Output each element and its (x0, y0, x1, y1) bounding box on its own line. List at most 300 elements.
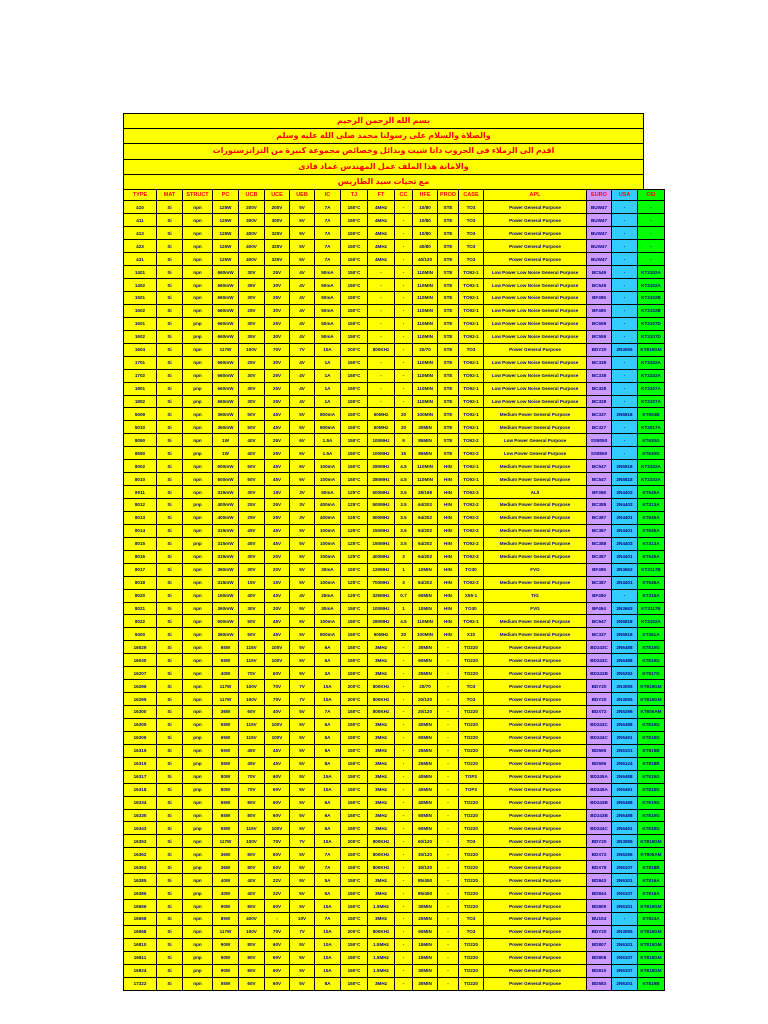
cell-euro: BD583 (587, 977, 612, 990)
cell-cei: KT630G (638, 447, 665, 460)
cell-mat: Si (157, 343, 183, 356)
cell-type: 16207 (124, 667, 157, 680)
cell-prod: STE (438, 382, 459, 395)
cell-prod: - (438, 757, 459, 770)
cell-euro: BF495 (587, 304, 612, 317)
cell-usa: 2N6124 (612, 757, 638, 770)
cell-euro: BDX72 (587, 706, 612, 719)
cell-usa: - (612, 292, 638, 305)
cell-case: TO3 (459, 227, 484, 240)
cell-usa: 2N6101 (612, 900, 638, 913)
cell-ft: 3MHz (368, 718, 395, 731)
cell-mat: Si (157, 861, 183, 874)
cell-apl: Medium Power General Purpose (484, 511, 587, 524)
cell-tj: 150°C (341, 874, 368, 887)
cell-type: 1701 (124, 356, 157, 369)
cell-ft: 3MHz (368, 667, 395, 680)
cell-cc: - (395, 706, 413, 719)
cell-type: 16300 (124, 706, 157, 719)
cell-ueb: 4V (290, 330, 315, 343)
transistor-datasheet (123, 113, 662, 991)
cell-euro: BF495 (587, 563, 612, 576)
cell-euro: BUW47 (587, 253, 612, 266)
table-row (124, 822, 665, 835)
cell-uce: 60V (265, 964, 290, 977)
cell-pc: 65W (213, 731, 239, 744)
cell-apl: Medium Power General Purpose (484, 615, 587, 628)
cell-hfe: 110MIN (413, 460, 438, 473)
cell-uce: 45V (265, 628, 290, 641)
cell-cei: KT816A (638, 874, 665, 887)
cell-prod: - (438, 861, 459, 874)
cell-euro: BD244C (587, 731, 612, 744)
cell-pc: 80W (213, 770, 239, 783)
cell-pc: 65W (213, 822, 239, 835)
cell-struct: npn (183, 925, 213, 938)
cell-ueb: 5V (290, 227, 315, 240)
cell-struct: npn (183, 214, 213, 227)
cell-case: TO220 (459, 887, 484, 900)
table-row (124, 977, 665, 990)
cell-usa: 2N3663 (612, 602, 638, 615)
cell-cc: - (395, 913, 413, 926)
cell-euro: BF495 (587, 292, 612, 305)
cell-usa: 2N6107 (612, 951, 638, 964)
cell-prod: STE (438, 227, 459, 240)
cell-type: 16299 (124, 693, 157, 706)
cell-usa: 2N6107 (612, 887, 638, 900)
cell-pc: 117W (213, 693, 239, 706)
cell-pc: 125W (213, 253, 239, 266)
cell-hfe: 100MIN (413, 408, 438, 421)
cell-cc: - (395, 343, 413, 356)
cell-cc: - (395, 887, 413, 900)
cell-case: TO3 (459, 680, 484, 693)
cell-type: 8013 (124, 511, 157, 524)
cell-ft: 60MHz (368, 408, 395, 421)
table-row (124, 848, 665, 861)
cell-mat: Si (157, 240, 183, 253)
cell-prod: STE (438, 447, 459, 460)
cell-struct: pnp (183, 382, 213, 395)
cell-euro: BD246A (587, 783, 612, 796)
cell-tj: 150°C (341, 887, 368, 900)
cell-ft: 800KHz (368, 693, 395, 706)
cell-ucb: 50V (239, 628, 265, 641)
cell-usa: 2N3055 (612, 693, 638, 706)
cell-apl: Low Power Low Noise General Purpose (484, 292, 587, 305)
cell-ucb: 45V (239, 744, 265, 757)
cell-ft: 500MHz (368, 511, 395, 524)
cell-hfe: 110MIN (413, 304, 438, 317)
cell-struct: npn (183, 473, 213, 486)
cell-case: TO220 (459, 706, 484, 719)
cell-struct: npn (183, 434, 213, 447)
cell-prod: HIN (438, 473, 459, 486)
cell-pc: 500mW (213, 473, 239, 486)
cell-struct: pnp (183, 330, 213, 343)
cell-ucb: 30V (239, 266, 265, 279)
cell-ucb: 115V (239, 822, 265, 835)
cell-hfe: 64/202 (413, 576, 438, 589)
cell-mat: Si (157, 628, 183, 641)
cell-prod: - (438, 796, 459, 809)
cell-cc: - (395, 667, 413, 680)
cell-prod: STE (438, 330, 459, 343)
cell-ueb: 5V (290, 770, 315, 783)
cell-ic: 1A (315, 356, 341, 369)
cell-apl: Low Power Low Noise General Purpose (484, 266, 587, 279)
cell-uce: 60V (265, 848, 290, 861)
cell-cc: - (395, 292, 413, 305)
cell-hfe: 20/120 (413, 693, 438, 706)
cell-cc: - (395, 796, 413, 809)
cell-usa: 2N4401 (612, 511, 638, 524)
cell-case: TO92-1 (459, 382, 484, 395)
cell-struct: npn (183, 304, 213, 317)
cell-type: 8011 (124, 486, 157, 499)
cell-tj: 200°C (341, 343, 368, 356)
cell-pc: 125W (213, 214, 239, 227)
cell-type: 1802 (124, 395, 157, 408)
cell-ucb: 50V (239, 615, 265, 628)
cell-prod: - (438, 887, 459, 900)
cell-ueb: 4V (290, 292, 315, 305)
cell-struct: npn (183, 977, 213, 990)
cell-ucb: 115V (239, 641, 265, 654)
cell-hfe: 110MIN (413, 382, 438, 395)
cell-ueb: 5V (290, 951, 315, 964)
cell-usa: 2N3663 (612, 563, 638, 576)
cell-ucb: 100V (239, 343, 265, 356)
cell-struct: pnp (183, 731, 213, 744)
cell-cei: KT819G (638, 796, 665, 809)
cell-apl: Medium Power General Purpose (484, 460, 587, 473)
cell-prod: - (438, 809, 459, 822)
cell-ucb: 30V (239, 382, 265, 395)
cell-usa: - (612, 201, 638, 214)
cell-case: TO3 (459, 201, 484, 214)
table-row (124, 330, 665, 343)
cell-type: 1502 (124, 304, 157, 317)
cell-hfe: 64/202 (413, 511, 438, 524)
cell-ft: 280MHz (368, 473, 395, 486)
cell-ic: 15A (315, 900, 341, 913)
cell-ic: 8A (315, 977, 341, 990)
cell-cei: KT819B (638, 744, 665, 757)
table-row (124, 706, 665, 719)
cell-ueb: 6V (290, 615, 315, 628)
cell-ic: 7A (315, 227, 341, 240)
cell-tj: 200°C (341, 835, 368, 848)
cell-tj: 150°C (341, 201, 368, 214)
cell-apl: Low Power Low Noise General Purpose (484, 304, 587, 317)
cell-uce: 60V (265, 796, 290, 809)
cell-pc: 125W (213, 227, 239, 240)
cell-ft: - (368, 369, 395, 382)
cell-type: 16029 (124, 641, 157, 654)
cell-ueb: 5V (290, 731, 315, 744)
cell-cei: KT819B (638, 977, 665, 990)
cell-type: 17322 (124, 977, 157, 990)
cell-apl: Low Power Low Noise General Purpose (484, 382, 587, 395)
column-header-mat: MAT (157, 189, 183, 201)
cell-tj: 150°C (341, 641, 368, 654)
cell-pc: 125W (213, 201, 239, 214)
cell-ueb: 5V (290, 744, 315, 757)
cell-tj: 150°C (341, 292, 368, 305)
table-row (124, 563, 665, 576)
cell-tj: 150°C (341, 964, 368, 977)
cell-prod: HIN (438, 602, 459, 615)
cell-ic: 50mA (315, 266, 341, 279)
cell-cc: - (395, 693, 413, 706)
cell-hfe: 30MIN (413, 421, 438, 434)
cell-uce: 30V (265, 304, 290, 317)
cell-prod: - (438, 706, 459, 719)
cell-ic: 50mA (315, 292, 341, 305)
cell-uce: 60V (265, 667, 290, 680)
cell-apl: Medium Power General Purpose (484, 550, 587, 563)
cell-tj: 200°C (341, 925, 368, 938)
cell-ft: 3MHz (368, 874, 395, 887)
cell-mat: Si (157, 693, 183, 706)
cell-mat: Si (157, 783, 183, 796)
cell-uce: 70V (265, 693, 290, 706)
cell-cei: - (638, 214, 665, 227)
cell-struct: npn (183, 796, 213, 809)
cell-tj: 150°C (341, 563, 368, 576)
cell-hfe: 100MIN (413, 628, 438, 641)
cell-prod: HIN (438, 563, 459, 576)
column-header-hfe: HFE (413, 189, 438, 201)
cell-ft: - (368, 304, 395, 317)
cell-case: TO3 (459, 214, 484, 227)
cell-ueb: 4V (290, 356, 315, 369)
cell-cei: KT819GM (638, 680, 665, 693)
cell-hfe: 110MIN (413, 330, 438, 343)
cell-ucb: 60V (239, 977, 265, 990)
table-row (124, 227, 665, 240)
cell-hfe: 40MIN (413, 718, 438, 731)
cell-ic: 30mA (315, 563, 341, 576)
table-row (124, 900, 665, 913)
column-header-apl: APL (484, 189, 587, 201)
cell-ueb: 6V (290, 447, 315, 460)
cell-pc: 90W (213, 900, 239, 913)
column-header-tj: TJ (341, 189, 368, 201)
cell-cei: KT819G (638, 654, 665, 667)
cell-ucb: 30V (239, 563, 265, 576)
cell-type: 16305 (124, 718, 157, 731)
cell-tj: 150°C (341, 602, 368, 615)
cell-uce: 25V (265, 266, 290, 279)
cell-apl: TIG (484, 589, 587, 602)
cell-case: TO3 (459, 693, 484, 706)
cell-usa: 2N4401 (612, 550, 638, 563)
cell-type: 16668 (124, 925, 157, 938)
cell-type: 8016 (124, 550, 157, 563)
cell-cc: 20 (395, 628, 413, 641)
cell-tj: 150°C (341, 628, 368, 641)
cell-cei: KT3102A (638, 473, 665, 486)
cell-cei: KT818G (638, 783, 665, 796)
cell-tj: 150°C (341, 330, 368, 343)
cell-apl: Low Power Low Noise General Purpose (484, 356, 587, 369)
cell-ft: - (368, 266, 395, 279)
cell-ft: 400MHz (368, 550, 395, 563)
cell-ft: 3MHz (368, 913, 395, 926)
cell-struct: pnp (183, 887, 213, 900)
cell-ic: 400mA (315, 511, 341, 524)
cell-usa: 2N3055 (612, 343, 638, 356)
cell-ft: 1.5MHz (368, 951, 395, 964)
cell-hfe: 110MIN (413, 369, 438, 382)
cell-uce: 45V (265, 421, 290, 434)
cell-mat: Si (157, 382, 183, 395)
cell-cc: - (395, 874, 413, 887)
cell-uce: 325V (265, 240, 290, 253)
cell-pc: 315mW (213, 550, 239, 563)
cell-usa: - (612, 421, 638, 434)
table-row (124, 279, 665, 292)
cell-ic: 7A (315, 848, 341, 861)
cell-ft: 150MHz (368, 524, 395, 537)
cell-mat: Si (157, 304, 183, 317)
cell-mat: Si (157, 951, 183, 964)
cell-usa: 2N5818 (612, 615, 638, 628)
cell-uce: 45V (265, 460, 290, 473)
cell-euro: BDX78 (587, 861, 612, 874)
cell-tj: 150°C (341, 227, 368, 240)
cell-case: TO3 (459, 835, 484, 848)
cell-prod: - (438, 874, 459, 887)
cell-cei: KT3102A (638, 266, 665, 279)
cell-cc: 20 (395, 421, 413, 434)
cell-ft: - (368, 382, 395, 395)
cell-mat: Si (157, 369, 183, 382)
cell-usa: - (612, 356, 638, 369)
cell-type: 16810 (124, 938, 157, 951)
cell-hfe: 30MIN (413, 641, 438, 654)
cell-tj: 150°C (341, 938, 368, 951)
cell-tj: 150°C (341, 654, 368, 667)
cell-pc: 125W (213, 240, 239, 253)
cell-type: 8550 (124, 447, 157, 460)
cell-cc: - (395, 654, 413, 667)
cell-cei: KT3102A (638, 615, 665, 628)
cell-ic: 7A (315, 861, 341, 874)
cell-tj: 150°C (341, 369, 368, 382)
cell-cei: KT818G (638, 822, 665, 835)
cell-ucb: 400V (239, 253, 265, 266)
cell-ucb: 50V (239, 460, 265, 473)
cell-euro: BC387 (587, 524, 612, 537)
cell-cc: 4.5 (395, 615, 413, 628)
cell-ic: 50mA (315, 279, 341, 292)
cell-apl: Medium Power General Purpose (484, 408, 587, 421)
cell-type: 411 (124, 214, 157, 227)
cell-ueb: 5V (290, 667, 315, 680)
cell-ic: 100mA (315, 550, 341, 563)
cell-hfe: 15MIN (413, 938, 438, 951)
cell-tj: 125°C (341, 537, 368, 550)
cell-euro: BUW47 (587, 214, 612, 227)
cell-apl: Medium Power General Purpose (484, 524, 587, 537)
cell-ueb: 5V (290, 524, 315, 537)
cell-tj: 150°C (341, 266, 368, 279)
cell-prod: HIN (438, 537, 459, 550)
cell-euro: BD244C (587, 822, 612, 835)
cell-cc: 9 (395, 434, 413, 447)
cell-cc: 1 (395, 563, 413, 576)
cell-tj: 150°C (341, 356, 368, 369)
cell-cei: KT630G (638, 434, 665, 447)
cell-case: TO220 (459, 796, 484, 809)
arabic-header-line-4: والامانة هذا الملف عمل المهندس عماد فادى (123, 159, 644, 174)
cell-apl: Power General Purpose (484, 770, 587, 783)
table-row (124, 266, 665, 279)
cell-tj: 150°C (341, 731, 368, 744)
cell-ueb: 6V (290, 460, 315, 473)
cell-ueb: 4V (290, 304, 315, 317)
cell-pc: 150mW (213, 589, 239, 602)
cell-case: TO220 (459, 900, 484, 913)
cell-mat: Si (157, 602, 183, 615)
cell-ic: 100mA (315, 460, 341, 473)
cell-apl: Power General Purpose (484, 887, 587, 900)
cell-uce: 100V (265, 822, 290, 835)
cell-apl: Power General Purpose (484, 835, 587, 848)
cell-case: TO92-1 (459, 460, 484, 473)
cell-prod: STE (438, 201, 459, 214)
cell-ueb: 5V (290, 848, 315, 861)
cell-ucb: 35V (239, 279, 265, 292)
cell-ueb: 5V (290, 757, 315, 770)
table-row (124, 356, 665, 369)
cell-ic: 50mA (315, 486, 341, 499)
cell-ueb: 3V (290, 486, 315, 499)
cell-ueb: 5V (290, 421, 315, 434)
cell-cei: KT3102B (638, 292, 665, 305)
cell-mat: Si (157, 913, 183, 926)
cell-uce: 30V (265, 330, 290, 343)
cell-case: TO92-1 (459, 317, 484, 330)
table-row (124, 421, 665, 434)
cell-uce: 25V (265, 317, 290, 330)
cell-mat: Si (157, 563, 183, 576)
cell-cei: KT645A (638, 486, 665, 499)
cell-ic: 400mA (315, 499, 341, 512)
cell-tj: 150°C (341, 744, 368, 757)
cell-ft: 800KHz (368, 861, 395, 874)
cell-ic: 15A (315, 925, 341, 938)
cell-ft: 3MHz (368, 757, 395, 770)
cell-usa: 2N4401 (612, 524, 638, 537)
table-row (124, 292, 665, 305)
cell-ic: 8A (315, 757, 341, 770)
cell-apl: Power General Purpose (484, 874, 587, 887)
cell-tj: 150°C (341, 706, 368, 719)
cell-mat: Si (157, 550, 183, 563)
table-row (124, 486, 665, 499)
cell-cc: - (395, 977, 413, 990)
cell-type: 16343 (124, 822, 157, 835)
cell-prod: - (438, 641, 459, 654)
cell-cc: - (395, 304, 413, 317)
cell-struct: pnp (183, 537, 213, 550)
cell-ic: 100mA (315, 524, 341, 537)
